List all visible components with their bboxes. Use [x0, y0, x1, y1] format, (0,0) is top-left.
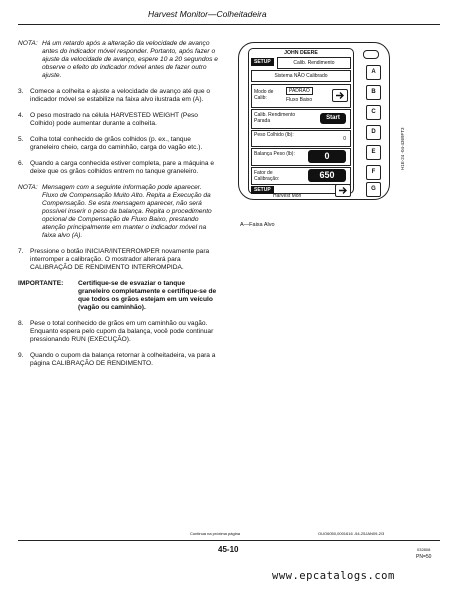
calib-state-row	[251, 109, 351, 129]
side-button-a[interactable]: A	[366, 65, 381, 80]
step-text: Pressione o botão INICIAR/INTERROMPER novamente para interromper a calibração. O mostrador alterará para CALIBRAÇÃO DE RENDIMENTO INTERROMPIDA.	[30, 248, 210, 271]
calibration-factor-label: Fator de Calibração:	[254, 170, 280, 182]
side-button-d[interactable]: D	[366, 125, 381, 140]
step-number: 9.	[18, 352, 24, 359]
step-7	[18, 248, 218, 272]
mode-row	[251, 84, 351, 108]
note-1	[18, 40, 218, 80]
page-code: PN=50	[416, 554, 432, 560]
step-9	[18, 352, 218, 368]
scale-weight-value[interactable]: 0	[308, 150, 346, 163]
step-number: 3.	[18, 88, 24, 95]
note-2	[18, 184, 218, 240]
arrow-right-icon	[336, 185, 350, 196]
note-label: NOTA:	[18, 184, 38, 191]
harvested-weight-value: 0	[343, 136, 346, 142]
start-button[interactable]: Start	[320, 113, 346, 124]
mode-label: Modo de Calib:	[254, 89, 274, 101]
next-page-button[interactable]	[335, 184, 351, 197]
print-code: 032808	[417, 547, 431, 552]
scale-weight-label: Balança Peso (lb):	[254, 151, 295, 157]
step-number: 6.	[18, 160, 24, 167]
step-text: Comece a colheita e ajuste a velocidade de avanço até que o indicador móvel se estabilize na faixa alvo ilustrada em (A).	[30, 88, 210, 103]
important-text: Certifique-se de esvaziar o tanque graneleiro completamente e certifique-se de que todos os grãos estejam em um veículo (vagão ou caminhão).	[78, 280, 217, 311]
mode-value-low-flow: Fluxo Baixo	[286, 97, 313, 103]
scale-weight-row	[251, 148, 351, 166]
calibration-factor-row	[251, 167, 351, 185]
step-4	[18, 112, 218, 128]
side-button-f[interactable]: F	[366, 165, 381, 180]
important-notice	[18, 280, 218, 312]
step-text: Quando a carga conhecida estiver completa, pare a máquina e deixe que os grãos colhidos entrem no tanque graneleiro.	[30, 160, 215, 175]
note-text: Há um retardo após a alteração da velocidade de avanço antes do indicador móvel responder. Portanto, após fazer o ajuste da velocidade de avanço, espere 10 a 20 segundos e observe o efeito do indicador móvel antes de fazer outro ajuste.	[42, 40, 218, 79]
step-text: Quando o cupom da balança retornar à colheitadeira, va para a página CALIBRAÇÃO DE RENDIMENTO.	[30, 352, 216, 367]
figure-caption: A—Faixa Alvo	[240, 222, 275, 228]
harvested-weight-row	[251, 130, 351, 147]
page-header	[18, 7, 440, 25]
instructions-column	[18, 40, 218, 376]
side-button-e[interactable]: E	[366, 145, 381, 160]
step-3	[18, 88, 218, 104]
calib-title: Calib. Rendimento	[277, 57, 351, 69]
step-number: 8.	[18, 320, 24, 327]
step-text: Colha total conhecido de grãos colhidos (p. ex., tanque graneleiro cheio, carga do caminhão, carga do vagão etc.).	[30, 136, 203, 151]
arrow-right-icon	[333, 90, 347, 101]
mode-value-standard: PADRAO	[286, 87, 313, 95]
harvest-monitor-illustration	[238, 42, 390, 200]
header-title: Harvest Monitor—Colheitadeira	[148, 9, 267, 19]
monitor-screen	[248, 48, 354, 194]
footer-divider	[18, 540, 440, 541]
power-toggle-icon[interactable]	[363, 50, 379, 59]
step-6	[18, 160, 218, 176]
harvested-weight-label: Peso Colhido (lb):	[254, 132, 294, 138]
setup-nav-tab[interactable]: SETUP	[251, 186, 274, 194]
continue-note: Continua na próxima página	[190, 531, 241, 536]
step-number: 4.	[18, 112, 24, 119]
document-reference: OUO6050,0001616 -54-25JAN09-2/3	[318, 531, 385, 536]
side-button-b[interactable]: B	[366, 85, 381, 100]
step-number: 7.	[18, 248, 24, 255]
side-button-g[interactable]: G	[366, 182, 381, 197]
step-5	[18, 136, 218, 152]
brand-label: JOHN DEERE	[284, 50, 318, 56]
calib-state-text: Calib. Rendimento Parada	[254, 112, 296, 124]
calibration-status: Sistema NÃO Calibrado	[251, 70, 351, 82]
mode-select-button[interactable]	[332, 89, 348, 102]
note-label: NOTA:	[18, 40, 38, 47]
important-label: IMPORTANTE:	[18, 280, 64, 287]
figure-reference: H1E-24 -04-4369FT3	[400, 127, 405, 170]
step-text: Pese o total conhecido de grãos em um caminhão ou vagão. Enquanto espera pelo cupom da balança, você pode continuar pressionando RUN (EXECUÇÃO).	[30, 320, 214, 343]
setup-tab[interactable]: SETUP	[251, 58, 274, 66]
page-number: 45-10	[218, 545, 239, 554]
step-8	[18, 320, 218, 344]
side-button-c[interactable]: C	[366, 105, 381, 120]
watermark: www.epcatalogs.com	[272, 570, 395, 582]
note-text: Mensagem com a seguinte informação pode aparecer. Fluxo de Compensação Muito Alto. Repita a Execução da Compensação. Se esta mensagem aparecer, não será possível inserir o peso da balança. Repita o procedimento opcional de Compensação de Fluxo Baixo, prestando atenção principalmente em manter o indicador móvel na faixa alvo (A).	[42, 184, 212, 239]
calibration-factor-value[interactable]: 650	[308, 169, 346, 182]
step-number: 5.	[18, 136, 24, 143]
harvest-mon-label: Harvest Mon	[273, 193, 302, 199]
step-text: O peso mostrado na célula HARVESTED WEIGHT (Peso Colhido) pode aumentar durante a colheita.	[30, 112, 198, 127]
